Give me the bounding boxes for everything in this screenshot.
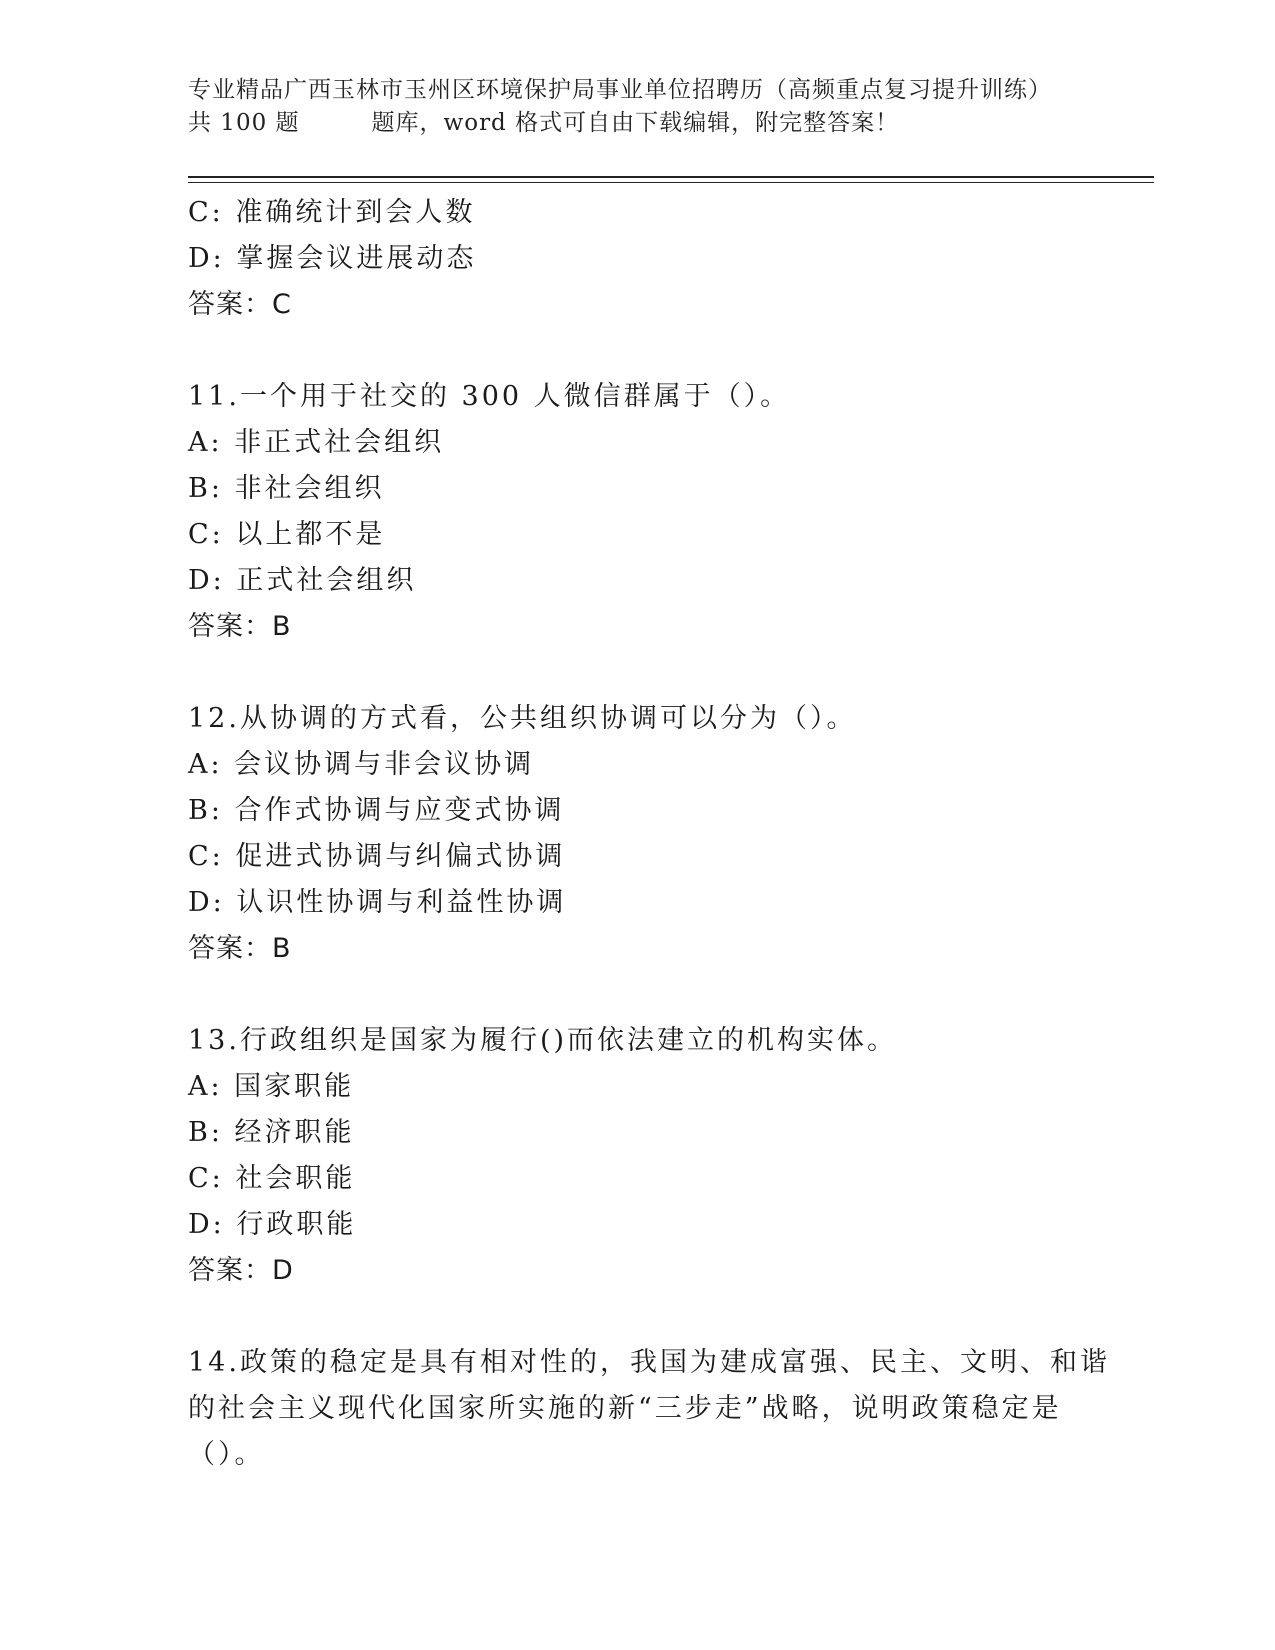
question-block-14 xyxy=(188,1340,1110,1478)
question-block-prev xyxy=(188,190,1088,328)
question-stem: 11.一个用于社交的 300 人微信群属于（）。 xyxy=(188,381,791,412)
option-item: A: 非正式社会组织 xyxy=(188,427,445,458)
question-stem-line: （）。 xyxy=(188,1439,265,1470)
spacer xyxy=(188,328,1088,374)
question-stem: 12.从协调的方式看，公共组织协调可以分为（）。 xyxy=(188,703,857,734)
spacer xyxy=(188,972,1088,1018)
question-block-13 xyxy=(188,1018,1088,1294)
option-item: A: 会议协调与非会议协调 xyxy=(188,749,535,780)
option-item: C: 准确统计到会人数 xyxy=(188,197,476,228)
question-stem-line: 的社会主义现代化国家所实施的新“三步走”战略，说明政策稳定是 xyxy=(188,1393,1062,1424)
question-list xyxy=(188,190,1110,1478)
answer-label: 答案：C xyxy=(188,289,292,320)
option-item: C: 以上都不是 xyxy=(188,519,386,550)
header-divider-thin xyxy=(188,182,1154,183)
header-subtitle xyxy=(188,107,1088,140)
question-block-11 xyxy=(188,374,1088,650)
header-count: 共 100 题 xyxy=(188,110,300,136)
header-divider-thick xyxy=(188,176,1154,178)
option-item: A: 国家职能 xyxy=(188,1071,355,1102)
option-item: B: 非社会组织 xyxy=(188,473,385,504)
option-item: C: 社会职能 xyxy=(188,1163,356,1194)
spacer xyxy=(188,1294,1088,1340)
answer-label: 答案：B xyxy=(188,611,292,642)
option-item: C: 促进式协调与纠偏式协调 xyxy=(188,841,566,872)
option-item: B: 经济职能 xyxy=(188,1117,355,1148)
option-item: B: 合作式协调与应变式协调 xyxy=(188,795,565,826)
answer-label: 答案：D xyxy=(188,1255,294,1286)
header-description: 题库，word 格式可自由下载编辑，附完整答案！ xyxy=(371,110,900,136)
page-header xyxy=(188,74,1088,140)
option-item: D: 正式社会组织 xyxy=(188,565,417,596)
option-item: D: 行政职能 xyxy=(188,1209,357,1240)
question-stem-line: 14.政策的稳定是具有相对性的，我国为建成富强、民主、文明、和谐 xyxy=(188,1347,1110,1378)
question-block-12 xyxy=(188,696,1088,972)
spacer xyxy=(188,650,1088,696)
option-item: D: 掌握会议进展动态 xyxy=(188,243,477,274)
header-title: 专业精品广西玉林市玉州区环境保护局事业单位招聘历（高频重点复习提升训练） xyxy=(188,77,1052,103)
question-stem: 13.行政组织是国家为履行()而依法建立的机构实体。 xyxy=(188,1025,898,1056)
option-item: D: 认识性协调与利益性协调 xyxy=(188,887,567,918)
answer-label: 答案：B xyxy=(188,933,292,964)
